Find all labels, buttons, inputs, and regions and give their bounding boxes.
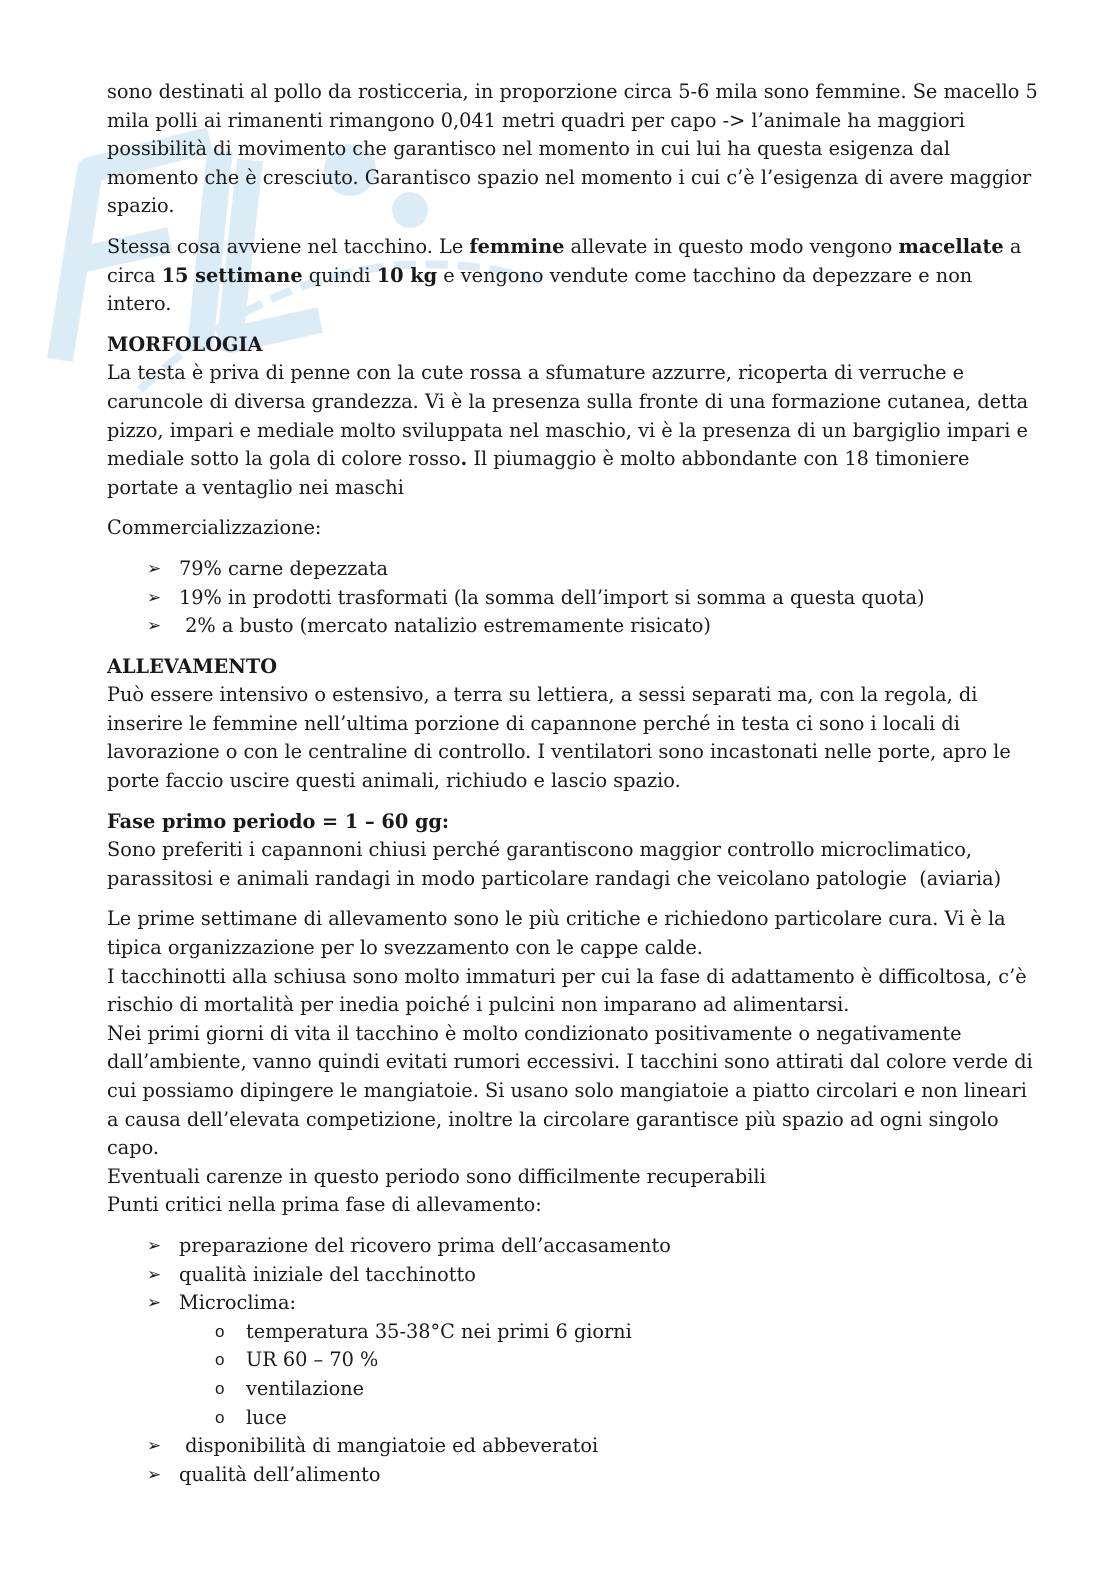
- list-item: ➢ Microclima:: [107, 1289, 1042, 1318]
- list-commercializzazione: [107, 555, 1042, 641]
- heading-allevamento: ALLEVAMENTO: [107, 654, 278, 678]
- paragraph-punti-critici: Punti critici nella prima fase di allevamento:: [107, 1193, 542, 1217]
- sublist-item: o temperatura 35-38°C nei primi 6 giorni: [179, 1318, 1042, 1347]
- heading-fase-primo-periodo: Fase primo periodo = 1 – 60 gg:: [107, 809, 450, 833]
- paragraph-prime-settimane: Le prime settimane di allevamento sono le più critiche e richiedono particolare cura. Vi è la tipica organizzazione per lo svezzamento con le cappe calde.: [107, 907, 1006, 960]
- sublist-item: o luce: [179, 1404, 1042, 1433]
- document-page: [107, 78, 1042, 1501]
- list-item: ➢ qualità dell’alimento: [107, 1461, 1042, 1490]
- list-item: ➢ 79% carne depezzata: [107, 555, 1042, 584]
- sublist-item: o ventilazione: [179, 1375, 1042, 1404]
- list-item: ➢ disponibilità di mangiatoie ed abbeveratoi: [107, 1432, 1042, 1461]
- list-item: ➢ 19% in prodotti trasformati (la somma dell’import si somma a questa quota): [107, 584, 1042, 613]
- paragraph-carenze: Eventuali carenze in questo periodo sono difficilmente recuperabili: [107, 1164, 766, 1188]
- paragraph-intro: sono destinati al pollo da rosticceria, in proporzione circa 5-6 mila sono femmine. Se macello 5 mila polli ai rimanenti rimangono 0,041 metri quadri per capo -> l’animale ha maggiori possibilità di movimento che garantisco nel momento in cui lui ha questa esigenza dal momento che è cresciuto. Garantisco spazio nel momento i cui c’è l’esigenza di avere maggior spazio.: [107, 80, 1038, 218]
- label-commercializzazione: Commercializzazione:: [107, 516, 322, 540]
- paragraph-tacchinotti: I tacchinotti alla schiusa sono molto immaturi per cui la fase di adattamento è difficoltosa, c’è rischio di mortalità per inedia poiché i pulcini non imparano ad alimentarsi.: [107, 964, 1027, 1017]
- paragraph-tacchino: Stessa cosa avviene nel tacchino. Le femmine allevate in questo modo vengono macellate a circa 15 settimane quindi 10 kg e vengono vendute come tacchino da depezzare e non intero.: [107, 234, 1022, 316]
- sublist-item: o UR 60 – 70 %: [179, 1346, 1042, 1375]
- list-item: ➢ 2% a busto (mercato natalizio estremamente risicato): [107, 612, 1042, 641]
- paragraph-primi-giorni: Nei primi giorni di vita il tacchino è molto condizionato positivamente o negativamente dall’ambiente, vanno quindi evitati rumori eccessivi. I tacchini sono attirati dal colore verde di cui possiamo dipingere le mangiatoie. Si usano solo mangiatoie a piatto circolari e non lineari a causa dell’elevata competizione, inoltre la circolare garantisce più spazio ad ogni singolo capo.: [107, 1021, 1033, 1160]
- list-microclima: [179, 1318, 1042, 1432]
- list-item: ➢ qualità iniziale del tacchinotto: [107, 1261, 1042, 1290]
- paragraph-fase: Sono preferiti i capannoni chiusi perché garantiscono maggior controllo microclimatico, parassitosi e animali randagi in modo particolare randagi che veicolano patologie (aviaria): [107, 838, 1002, 890]
- heading-morfologia: MORFOLOGIA: [107, 332, 263, 356]
- sublist-container: [107, 1318, 1042, 1432]
- paragraph-morfologia: La testa è priva di penne con la cute rossa a sfumature azzurre, ricoperta di verruche e caruncole di diversa grandezza. Vi è la presenza sulla fronte di una formazione cutanea, detta pizzo, impari e mediale molto sviluppata nel maschio, vi è la presenza di un bargiglio impari e mediale sotto la gola di colore rosso. Il piumaggio è molto abbondante con 18 timoniere portate a ventaglio nei maschi: [107, 361, 1029, 499]
- list-punti-critici: [107, 1232, 1042, 1489]
- paragraph-allevamento: Può essere intensivo o estensivo, a terra su lettiera, a sessi separati ma, con la regola, di inserire le femmine nell’ultima porzione di capannone perché in testa ci sono i locali di lavorazione o con le centraline di controllo. I ventilatori sono incastonati nelle porte, apro le porte faccio uscire questi animali, richiudo e lascio spazio.: [107, 683, 1011, 793]
- list-item: ➢ preparazione del ricovero prima dell’accasamento: [107, 1232, 1042, 1261]
